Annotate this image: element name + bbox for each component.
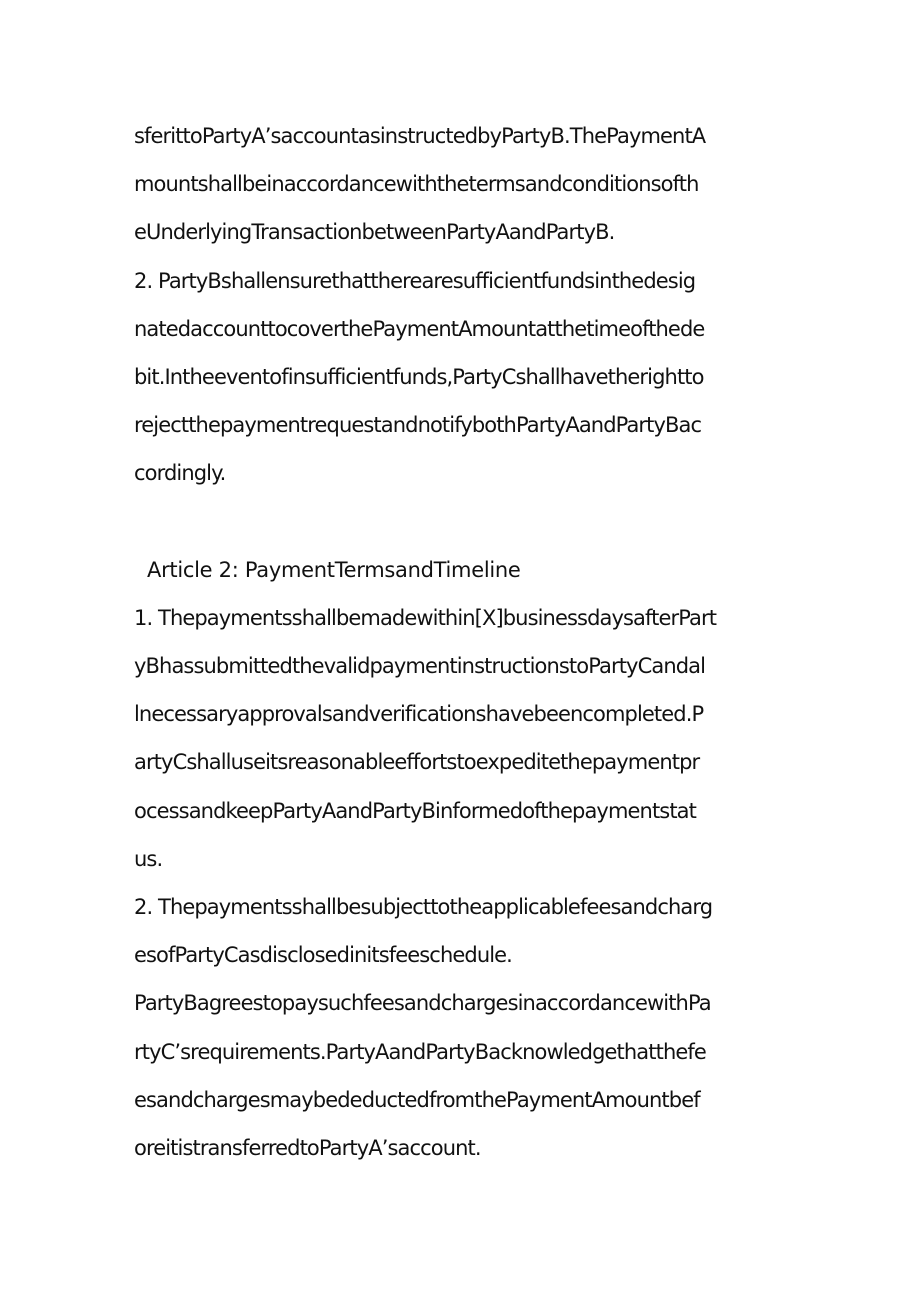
text-line: yBhassubmittedthevalidpaymentinstructionstoPartyCandal bbox=[134, 654, 706, 679]
text-line: bit.Intheeventofinsufficientfunds,PartyCshallhavetherightto bbox=[134, 364, 704, 389]
text-line: oreitistransferredtoPartyA’saccount. bbox=[134, 1135, 481, 1160]
text-line: natedaccounttocoverthePaymentAmountatthetimeofthede bbox=[134, 316, 705, 341]
text-line: artyCshalluseitsreasonableeffortstoexpeditethepaymentpr bbox=[134, 750, 700, 775]
text-line: 2. Thepaymentsshallbesubjecttotheapplicablefeesandcharg bbox=[134, 895, 713, 919]
article-heading: Article 2: PaymentTermsandTimeline bbox=[147, 557, 521, 582]
text-line: ocessandkeepPartyAandPartyBinformedofthepaymentstat bbox=[134, 798, 696, 823]
text-line: sferittoPartyA’saccountasinstructedbyPartyB.ThePaymentA bbox=[134, 124, 706, 148]
text-line: esofPartyCasdisclosedinitsfeeschedule. bbox=[134, 943, 512, 968]
text-line: us. bbox=[134, 846, 163, 871]
text-line: lnecessaryapprovalsandverificationshavebeencompleted.P bbox=[134, 702, 704, 727]
document-body bbox=[134, 112, 794, 1172]
text-line: rejectthepaymentrequestandnotifybothPartyAandPartyBac bbox=[134, 413, 702, 438]
paragraph-spacer bbox=[134, 498, 794, 546]
text-line: 1. Thepaymentsshallbemadewithin[X]businessdaysafterPart bbox=[134, 605, 717, 630]
text-line: 2. PartyBshallensurethattherearesufficientfundsinthedesig bbox=[134, 268, 696, 293]
text-line: rtyC’srequirements.PartyAandPartyBacknowledgethatthefe bbox=[134, 1039, 706, 1064]
text-line: esandchargesmaybedeductedfromthePaymentAmountbef bbox=[134, 1087, 700, 1112]
text-line: mountshallbeinaccordancewiththetermsandconditionsofth bbox=[134, 172, 699, 197]
text-line: cordingly. bbox=[134, 461, 226, 486]
text-line: eUnderlyingTransactionbetweenPartyAandPartyB. bbox=[134, 220, 615, 245]
text-line: PartyBagreestopaysuchfeesandchargesinaccordancewithPa bbox=[134, 991, 711, 1016]
